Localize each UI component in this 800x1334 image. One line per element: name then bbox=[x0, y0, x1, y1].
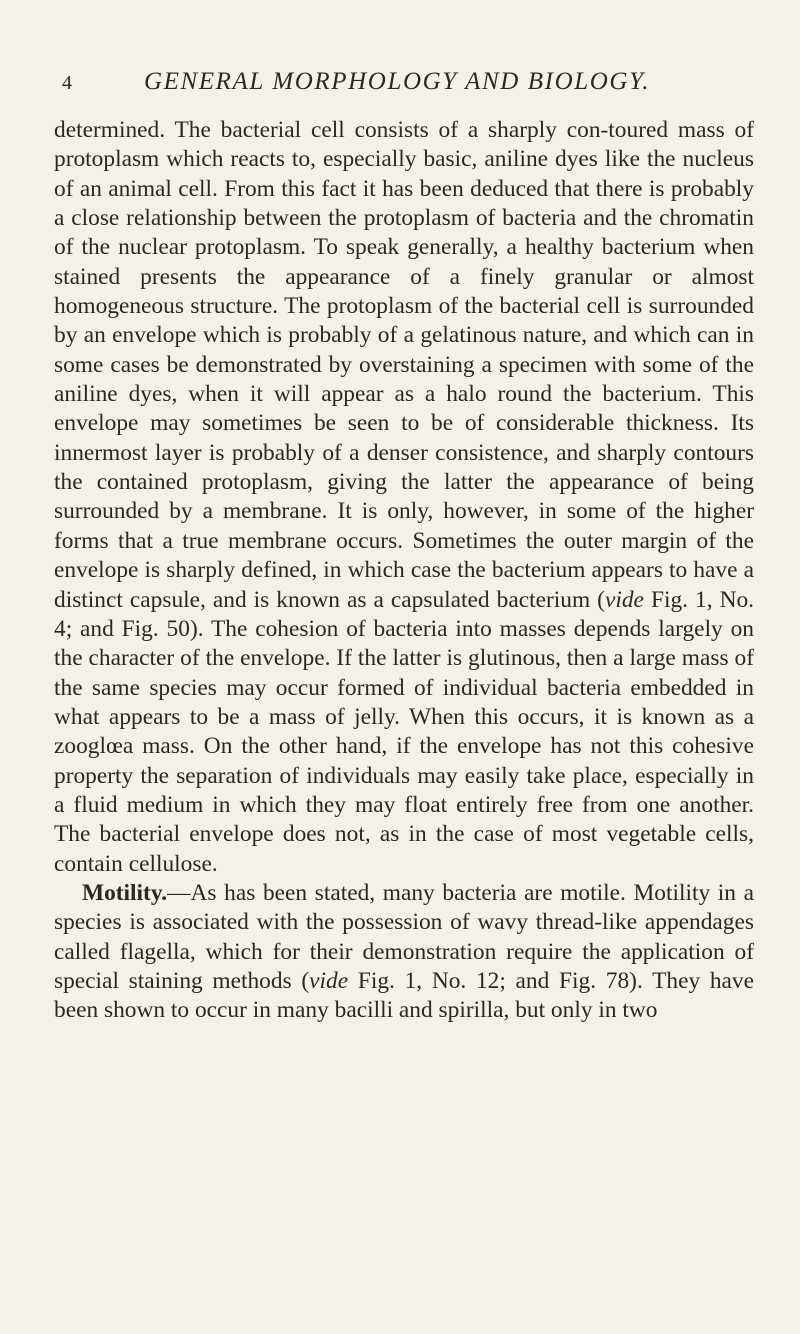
running-head: GENERAL MORPHOLOGY AND BIOLOGY. bbox=[144, 68, 651, 95]
vide-italic: vide bbox=[309, 967, 349, 994]
paragraph-envelope bbox=[54, 116, 754, 879]
section-heading-motility: Motility. bbox=[82, 879, 168, 906]
paragraph-text: —As has been stated, many bacteria are motile. Motility in a species is associated with the possession of wavy thread-like appendages called flagella, which for their demonstration require the application of special staining methods ( bbox=[54, 879, 754, 994]
body-text bbox=[54, 116, 754, 1026]
page-number: 4 bbox=[62, 72, 73, 94]
paragraph-motility bbox=[54, 879, 754, 1026]
paragraph-text: Fig. 1, No. 4; and Fig. 50). The cohesion of bacteria into masses depends largely on the character of the envelope. If the latter is glutinous, then a large mass of the same species may occur formed of individual bacteria embedded in what appears to be a mass of jelly. When this occurs, it is known as a zooglœa mass. On the other hand, if the envelope has not this cohesive property the separation of individuals may easily take place, especially in a fluid medium in which they may float entirely free from one another. The bacterial envelope does not, as in the case of most vegetable cells, contain cellulose. bbox=[54, 586, 755, 877]
vide-italic: vide bbox=[604, 586, 644, 613]
page-header bbox=[50, 68, 760, 112]
paragraph-text: determined. The bacterial cell consists of a sharply con-toured mass of protoplasm which reacts to, especially basic, aniline dyes like the nucleus of an animal cell. From this fact it has been deduced that there is probably a close relationship between the protoplasm of bacteria and the chromatin of the nuclear protoplasm. To speak generally, a healthy bacterium when stained presents the appearance of a finely granular or almost homogeneous structure. The protoplasm of the bacterial cell is surrounded by an envelope which is probably of a gelatinous nature, and which can in some cases be demonstrated by overstaining a specimen with some of the aniline dyes, when it will appear as a halo round the bacterium. This envelope may sometimes be seen to be of considerable thickness. Its innermost layer is probably of a denser consistence, and sharply contours the contained protoplasm, giving the latter the appearance of being surrounded by a membrane. It is only, however, in some of the higher forms that a true membrane occurs. Sometimes the outer margin of the envelope is sharply defined, in which case the bacterium appears to have a distinct capsule, and is known as a capsulated bacterium ( bbox=[54, 117, 754, 613]
paragraph-text: Fig. 1, No. 12; and Fig. 78). They have been shown to occur in many bacilli and spirilla, but only in two bbox=[54, 967, 754, 1024]
